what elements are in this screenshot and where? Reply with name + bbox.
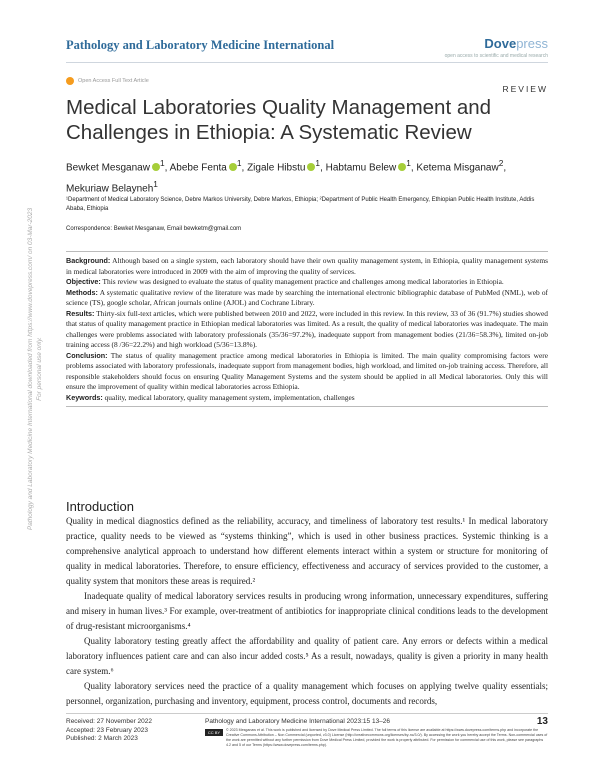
open-access-badge (66, 77, 149, 85)
orcid-icon[interactable] (229, 163, 237, 171)
abstract-conclusion: The status of quality management practice among medical laboratories in Ethiopia is limited. The main quality compromising factors were problems associated with laboratory professionals, inadequate support from management bodies, high workload, and limited on-job training access. Therefore, all responsible stakeholders should focus on ensuring Quality Management Systems and the system should be applied in all Medical laboratories. Only this will ensure the improvement of quality within medical laboratories across Ethiopia. (66, 350, 548, 391)
publisher-tagline: open access to scientific and medical research (444, 53, 548, 59)
published-date: Published: 2 March 2023 (66, 735, 138, 742)
abstract-label: Methods: (66, 287, 98, 297)
author-affil-sup: 1 (153, 179, 158, 190)
header-divider (66, 62, 548, 63)
publisher-main: Dove (484, 36, 517, 51)
abstract-methods: A systematic qualitative review of the literature was made by searching the international electronic bibliographic database of PubMed (NML), web of science (TS), google scholar, African journals online (AJOL) and Cochrane Library. (66, 287, 548, 307)
abstract-label: Conclusion: (66, 350, 108, 360)
introduction-body (66, 514, 548, 709)
watermark-line: Pathology and Laboratory Medicine International downloaded from https://www.dovepress.com/ on 03-Mar-2023 (27, 207, 34, 531)
accepted-date: Accepted: 23 February 2023 (66, 726, 149, 734)
paragraph: Inadequate quality of medical laboratory services results in producing wrong information, unnecessary expenditures, suffering and misery in human lives.³ For example, over-treatment of antibiotics for inappropriate clinical conditions leads to the development of drug-resistant microorganisms.⁴ (66, 591, 548, 631)
author-link[interactable]: Zigale Hibstu (247, 162, 306, 174)
abstract-label: Keywords: (66, 392, 103, 402)
abstract (66, 251, 548, 407)
abstract-label: Objective: (66, 277, 101, 286)
author-affil-sup: 1 (406, 158, 411, 168)
author-affil-sup: 1 (236, 158, 242, 168)
page-number: 13 (536, 716, 548, 727)
orcid-icon[interactable] (152, 163, 160, 171)
author-link[interactable]: Habtamu Belew (325, 162, 397, 174)
abstract-results: Thirty-six full-text articles, which were published between 2010 and 2022, were included in this review. In this review, 33 of 36 (91.7%) studies showed that status of quality management practice in Ethiopian medical laboratories was limited. As a result, the quality of medical laboratories was inadequate. The main challenges were problems associated with laboratory professionals (35/36=97.2%), inadequate support from management bodies (21/36=58.3%), limited on-job training access (8 /36=22.2%) and high workload (5/36=13.8%). (66, 308, 548, 349)
citation: Pathology and Laboratory Medicine International 2023:15 13–26 (205, 718, 391, 725)
cc-license-icon[interactable]: CC BY NC (205, 729, 223, 736)
abstract-keywords: quality, medical laboratory, quality management system, implementation, challenges (104, 392, 355, 402)
abstract-label: Background: (66, 256, 111, 265)
author-affil-sup: 1 (315, 158, 321, 168)
download-watermark (26, 199, 44, 539)
affiliations: ¹Department of Medical Laboratory Science, Debre Markos University, Debre Markos, Ethiopia; ²Department of Public Health Emergency, Ethiopian Public Health Institute, Addis Ababa, Ethiopia (66, 197, 535, 212)
author-list: Bewket Mesganaw $^1$, Abebe Fenta $^1$, Zigale Hibstu $^1$, Habtamu Belew $^1$, Ketema Misganaw$^2$, Mekuriaw Belayneh$^1$ (66, 158, 507, 195)
correspondence[interactable]: Correspondence: Bewket Mesganaw, Email bewketm@gmail.com (66, 226, 242, 232)
license-text: © 2023 Mesganaw et al. This work is published and licensed by Dove Medical Press Limited. The full terms of this license are available at https://www.dovepress.com/terms.php and incorporate the Creative Commons Attribution – Non Commercial (unported, v3.0) License (http://creativecommons.org/licenses/by-nc/3.0/). By accessing the work you hereby accept the Terms. Non-commercial uses of the work are permitted without any further permission from Dove Medical Press Limited, provided the work is properly attributed. For permission for commercial use of this work, please see paragraphs 4.2 and 5 of our Terms (https://www.dovepress.com/terms.php). (226, 728, 548, 747)
article-dates (66, 718, 152, 744)
footer-divider (66, 713, 548, 714)
abstract-label: Results: (66, 308, 95, 318)
open-access-label: Open Access Full Text Article (78, 78, 149, 84)
author-affil-sup: 2 (498, 158, 504, 168)
publisher-logo[interactable] (484, 36, 548, 51)
article-type: REVIEW (502, 84, 548, 94)
section-heading: Introduction (66, 499, 134, 514)
author-link[interactable]: Ketema Misganaw (416, 162, 499, 174)
author-affil-sup: 1 (159, 158, 165, 168)
author-link[interactable]: Mekuriaw Belayneh (66, 183, 154, 195)
paragraph: Quality laboratory testing greatly affect the affordability and quality of patient care. Any errors or defects within a medical laboratory influences patient care and can also incur added costs.⁵ As a result, nowadays, quality is given a priority in many health care system.⁶ (66, 636, 548, 676)
abstract-objective: This review was designed to evaluate the status of quality management practice and challenges among medical laboratories in Ethiopia. (102, 277, 504, 286)
received-date: Received: 27 November 2022 (66, 718, 152, 725)
paragraph: Quality in medical diagnostics defined as the reliability, accuracy, and timeliness of laboratory test results.¹ In medical laboratory practice, quality needs to be viewed as “systems thinking”, which is used in other business practices. Systemic thinking is a comprehensive analytical approach to understand how different elements interact within a system or structure for monitoring of quality in medical laboratories. Therefore, to ensure efficiency, effectiveness and accuracy of services provided to the customer, a quality system that monitors these areas is required.² (66, 516, 548, 586)
publisher-suffix: press (516, 36, 548, 51)
author-link[interactable]: Bewket Mesganaw (66, 162, 150, 174)
author-link[interactable]: Abebe Fenta (169, 162, 227, 174)
paragraph: Quality laboratory services need the practice of a quality management which focuses on applying twelve quality essentials; personnel, organization, purchasing and inventory, equipment, process control, documents and records, (66, 681, 548, 706)
abstract-background: Although based on a single system, each laboratory should have their own quality management system, in Ethiopia, quality management systems in medical laboratories were introduced in 2009 with the aim of improving the quality of services. (66, 256, 548, 276)
journal-title[interactable]: Pathology and Laboratory Medicine International (66, 38, 335, 52)
watermark-line: For personal use only. (36, 337, 43, 401)
open-access-icon (66, 77, 74, 85)
article-title: Medical Laboratories Quality Management and Challenges in Ethiopia: A Systematic Review (66, 96, 492, 144)
